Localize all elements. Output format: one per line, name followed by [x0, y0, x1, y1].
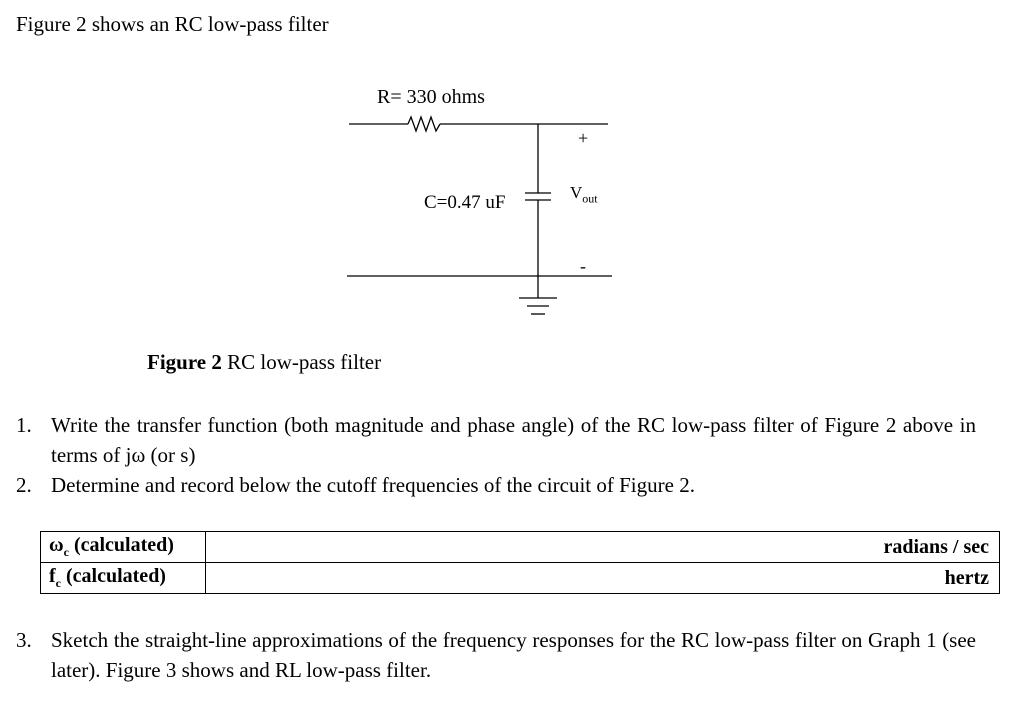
- label-text: (calculated): [68, 534, 174, 556]
- label-symbol: ω: [49, 534, 64, 556]
- question-text: Write the transfer function (both magnitude and phase angle) of the RC low-pass filter of Figure 2 above in terms of jω (or s): [51, 413, 976, 467]
- caption-text: RC low-pass filter: [221, 350, 382, 374]
- cutoff-frequency-table: [40, 531, 1000, 594]
- table-answer-cell[interactable]: [206, 532, 1000, 563]
- question-1: [16, 410, 976, 470]
- unit-label: radians / sec: [883, 535, 989, 558]
- vout-label: [570, 183, 598, 206]
- label-text: (calculated): [61, 565, 166, 587]
- question-text: Determine and record below the cutoff frequencies of the circuit of Figure 2.: [51, 473, 695, 497]
- label-symbol: f: [49, 565, 56, 587]
- question-number: 2.: [16, 473, 32, 497]
- question-number: 3.: [16, 628, 32, 652]
- resistor-label: R= 330 ohms: [377, 86, 485, 108]
- vout-main: V: [570, 183, 583, 202]
- vout-sub: out: [582, 191, 598, 206]
- question-list-1: [16, 410, 976, 500]
- caption-bold: Figure 2: [147, 350, 222, 374]
- table-answer-cell[interactable]: [206, 563, 1000, 594]
- question-3: [16, 625, 976, 685]
- question-number: 1.: [16, 413, 32, 437]
- table-label-cell: [41, 532, 206, 563]
- figure-caption: [147, 350, 381, 375]
- label-subscript: c: [63, 545, 69, 559]
- intro-text: Figure 2 shows an RC low-pass filter: [16, 12, 329, 36]
- question-text: Sketch the straight-line approximations of the frequency responses for the RC low-pass filter on Graph 1 (see later). Figure 3 shows and RL low-pass filter.: [51, 628, 976, 682]
- table-row: [41, 563, 1000, 594]
- minus-terminal: -: [580, 256, 586, 276]
- question-list-2: [16, 625, 976, 685]
- plus-terminal: +: [578, 128, 589, 148]
- capacitor-label: C=0.47 uF: [424, 192, 506, 213]
- question-2: [16, 470, 976, 500]
- table-row: [41, 532, 1000, 563]
- resistor-zigzag: [408, 117, 440, 131]
- label-subscript: c: [55, 576, 61, 590]
- unit-label: hertz: [944, 566, 989, 589]
- table-label-cell: [41, 563, 206, 594]
